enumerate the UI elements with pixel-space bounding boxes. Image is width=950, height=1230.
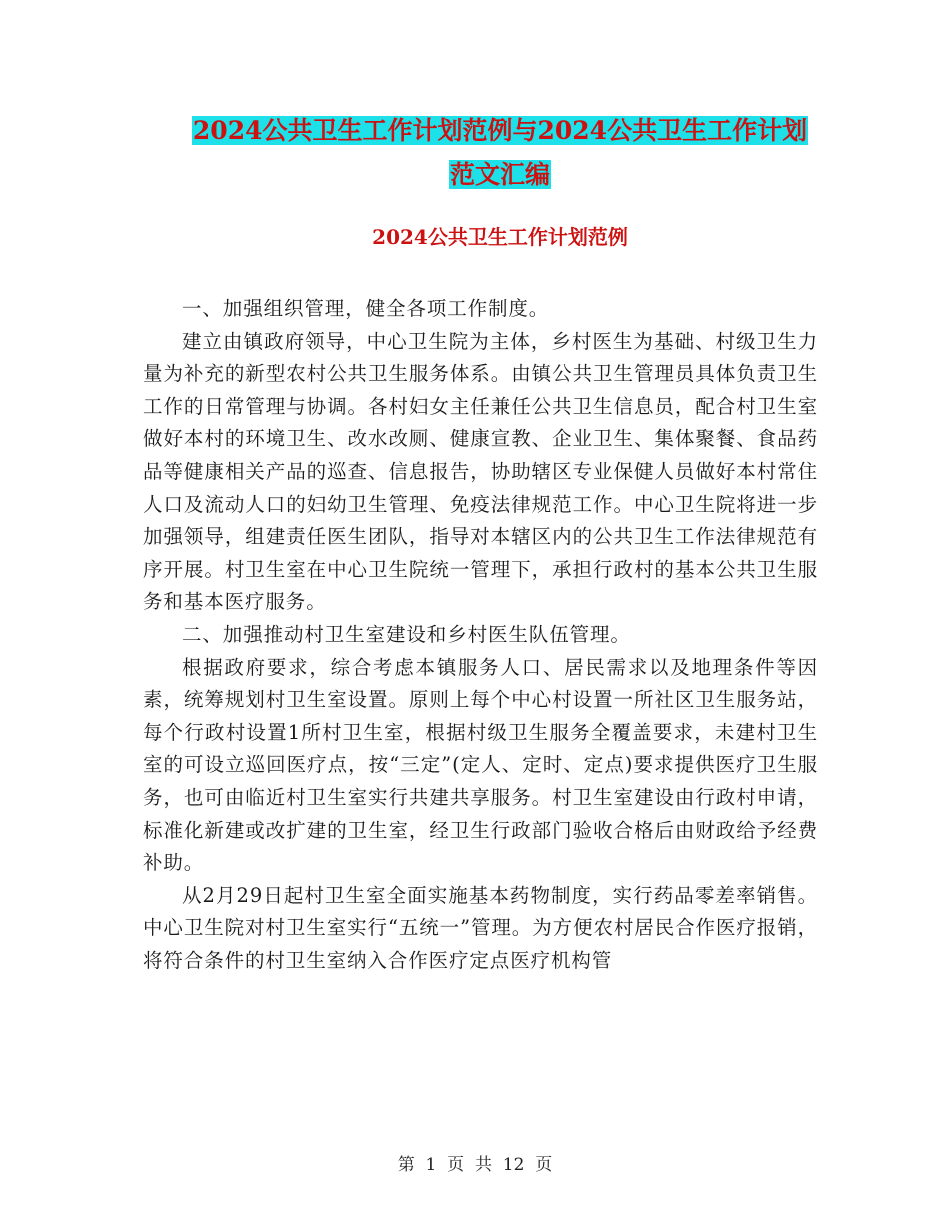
document-title-text-1: 2024公共卫生工作计划范例与2024公共卫生工作计划 (192, 116, 808, 145)
document-title-line-1 (100, 111, 900, 151)
document-title-line-2 (100, 155, 900, 195)
paragraph: 建立由镇政府领导，中心卫生院为主体，乡村医生为基础、村级卫生力量为补充的新型农村公共卫生服务体系。由镇公共卫生管理员具体负责卫生工作的日常管理与协调。各村妇女主任兼任公共卫生信息员，配合村卫生室做好本村的环境卫生、改水改厕、健康宣教、企业卫生、集体聚餐、食品药品等健康相关产品的巡查、信息报告，协助辖区专业保健人员做好本村常住人口及流动人口的妇幼卫生管理、免疫法律规范工作。中心卫生院将进一步加强领导，组建责任医生团队，指导对本辖区内的公共卫生工作法律规范有序开展。村卫生室在中心卫生院统一管理下，承担行政村的基本公共卫生服务和基本医疗服务。 (143, 329, 818, 614)
page-footer: 第 1 页 共 12 页 (397, 1155, 553, 1175)
body-text (143, 293, 818, 977)
paragraph-heading-1: 一、加强组织管理，健全各项工作制度。 (182, 297, 550, 320)
section-title: 2024公共卫生工作计划范例 (372, 225, 628, 249)
document-title-text-2: 范文汇编 (449, 160, 550, 189)
paragraph: 根据政府要求，综合考虑本镇服务人口、居民需求以及地理条件等因素，统筹规划村卫生室设置。原则上每个中心村设置一所社区卫生服务站，每个行政村设置1所村卫生室，根据村级卫生服务全覆盖要求，未建村卫生室的可设立巡回医疗点，按“三定”(定人、定时、定点)要求提供医疗卫生服务，也可由临近村卫生室实行共建共享服务。村卫生室建设由行政村申请，标准化新建或改扩建的卫生室，经卫生行政部门验收合格后由财政给予经费补助。 (143, 655, 818, 875)
paragraph: 从2月29日起村卫生室全面实施基本药物制度，实行药品零差率销售。中心卫生院对村卫生室实行“五统一”管理。为方便农村居民合作医疗报销，将符合条件的村卫生室纳入合作医疗定点医疗机构管 (143, 883, 818, 972)
paragraph-heading-2: 二、加强推动村卫生室建设和乡村医生队伍管理。 (182, 622, 631, 646)
